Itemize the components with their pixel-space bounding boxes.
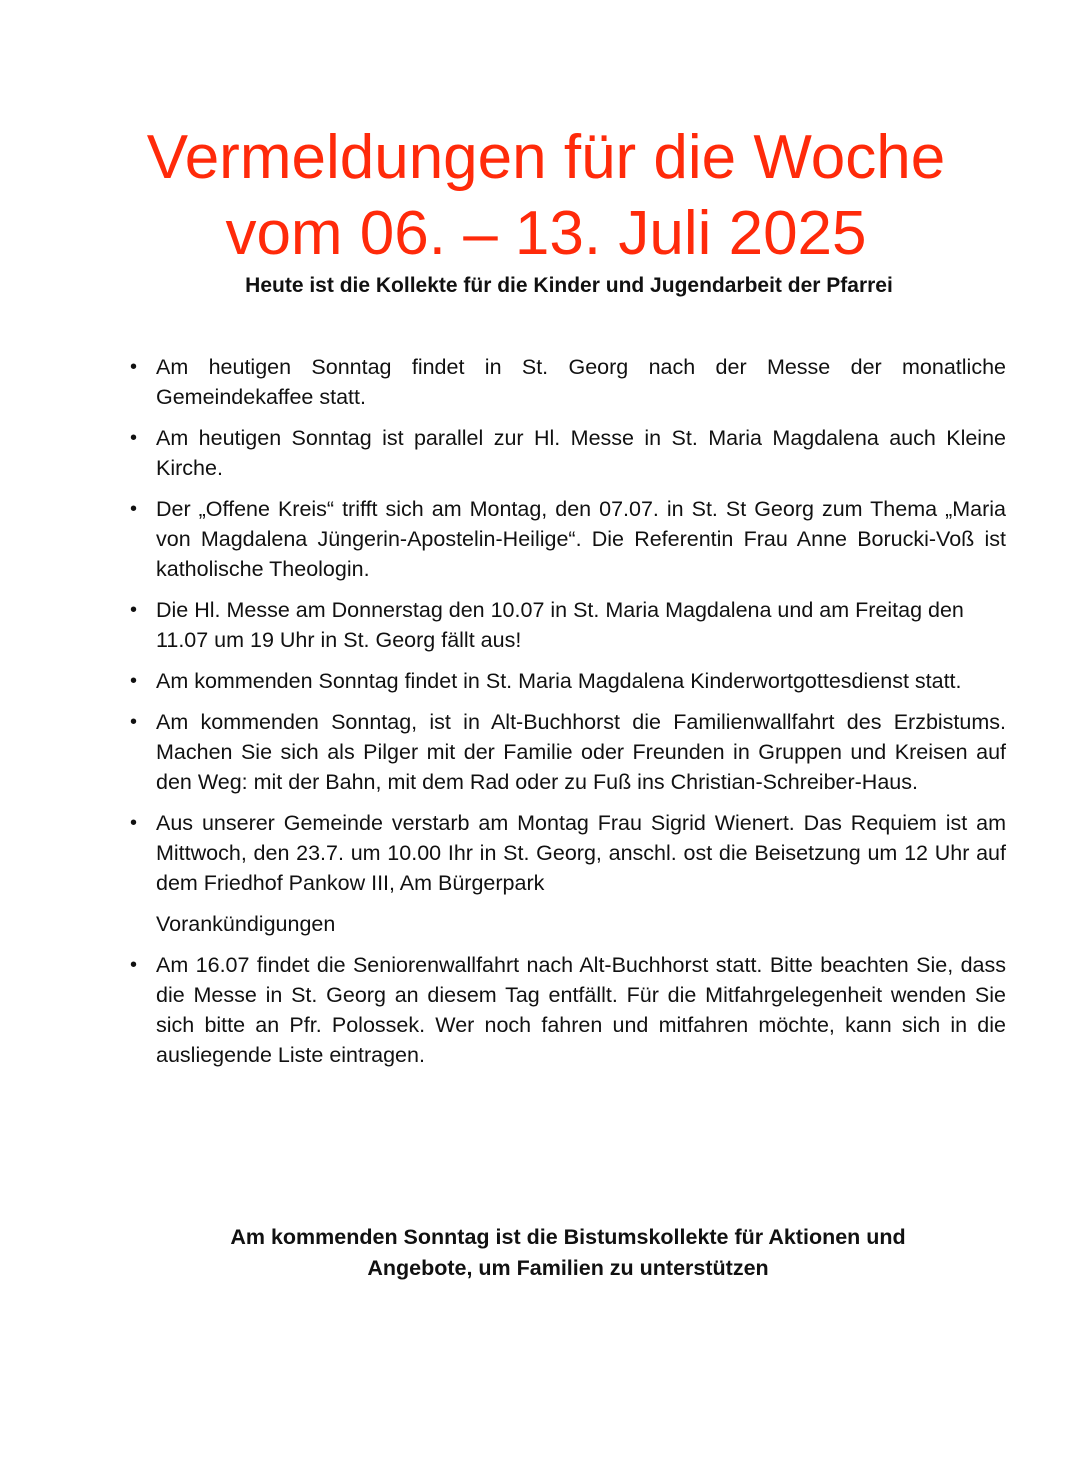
preview-heading: Vorankündigungen xyxy=(156,912,336,936)
list-item xyxy=(130,352,1006,412)
bullet-icon: • xyxy=(130,356,138,378)
announcement-text: Am heutigen Sonntag findet in St. Georg nach der Messe der monatliche Gemeindekaffee statt. xyxy=(156,355,1006,409)
announcement-text: Am kommenden Sonntag findet in St. Maria Magdalena Kinderwortgottesdienst statt. xyxy=(156,669,962,693)
collect-next-sunday xyxy=(0,1222,1092,1284)
list-item xyxy=(130,494,1006,584)
collect-next-line-1: Am kommenden Sonntag ist die Bistumskollekte für Aktionen und xyxy=(230,1225,906,1249)
list-item xyxy=(130,707,1006,797)
preview-text: Am 16.07 findet die Seniorenwallfahrt nach Alt-Buchhorst statt. Bitte beachten Sie, dass die Messe in St. Georg an diesem Tag entfällt. Für die Mitfahrgelegenheit wenden Sie sich bitte an Pfr. Polossek. Wer noch fahren und mitfahren möchte, kann sich in die ausliegende Liste eintragen. xyxy=(156,953,1006,1067)
collect-next-line-2: Angebote, um Familien zu unterstützen xyxy=(367,1256,769,1280)
announcement-text: Aus unserer Gemeinde verstarb am Montag Frau Sigrid Wienert. Das Requiem ist am Mittwoch, den 23.7. um 10.00 Ihr in St. Georg, anschl. ost die Beisetzung um 12 Uhr auf dem Friedhof Pankow III, Am Bürgerpark xyxy=(156,811,1006,895)
announcement-text: Am kommenden Sonntag, ist in Alt-Buchhorst die Familienwallfahrt des Erzbistums. Machen Sie sich als Pilger mit der Familie oder Freunden in Gruppen und Kreisen auf den Weg: mit der Bahn, mit dem Rad oder zu Fuß ins Christian-Schreiber-Haus. xyxy=(156,710,1006,794)
bullet-icon: • xyxy=(130,427,138,449)
announcement-text: Der „Offene Kreis“ trifft sich am Montag, den 07.07. in St. St Georg zum Thema „Maria von Magdalena Jüngerin-Apostelin-Heilige“. Die Referentin Frau Anne Borucki-Voß ist katholische Theologin. xyxy=(156,497,1006,581)
bullet-icon: • xyxy=(130,498,138,520)
page-title-line-2: vom 06. – 13. Juli 2025 xyxy=(225,198,867,268)
page-title xyxy=(0,120,1092,272)
page-title-line-1: Vermeldungen für die Woche xyxy=(146,122,946,192)
list-item xyxy=(130,950,1006,1070)
bullet-icon: • xyxy=(130,670,138,692)
announcement-list xyxy=(130,352,1006,1081)
list-item xyxy=(130,595,1006,655)
bullet-icon: • xyxy=(130,954,138,976)
bullet-icon: • xyxy=(130,812,138,834)
list-item xyxy=(130,808,1006,898)
announcement-text: Am heutigen Sonntag ist parallel zur Hl. Messe in St. Maria Magdalena auch Kleine Kirche. xyxy=(156,426,1006,480)
list-item xyxy=(130,666,1006,696)
announcement-text: Die Hl. Messe am Donnerstag den 10.07 in St. Maria Magdalena und am Freitag den 11.07 um 19 Uhr in St. Georg fällt aus! xyxy=(156,598,964,652)
bullet-icon: • xyxy=(130,711,138,733)
bullet-icon: • xyxy=(130,599,138,621)
collect-today: Heute ist die Kollekte für die Kinder und Jugendarbeit der Pfarrei xyxy=(245,274,893,297)
list-item xyxy=(130,423,1006,483)
